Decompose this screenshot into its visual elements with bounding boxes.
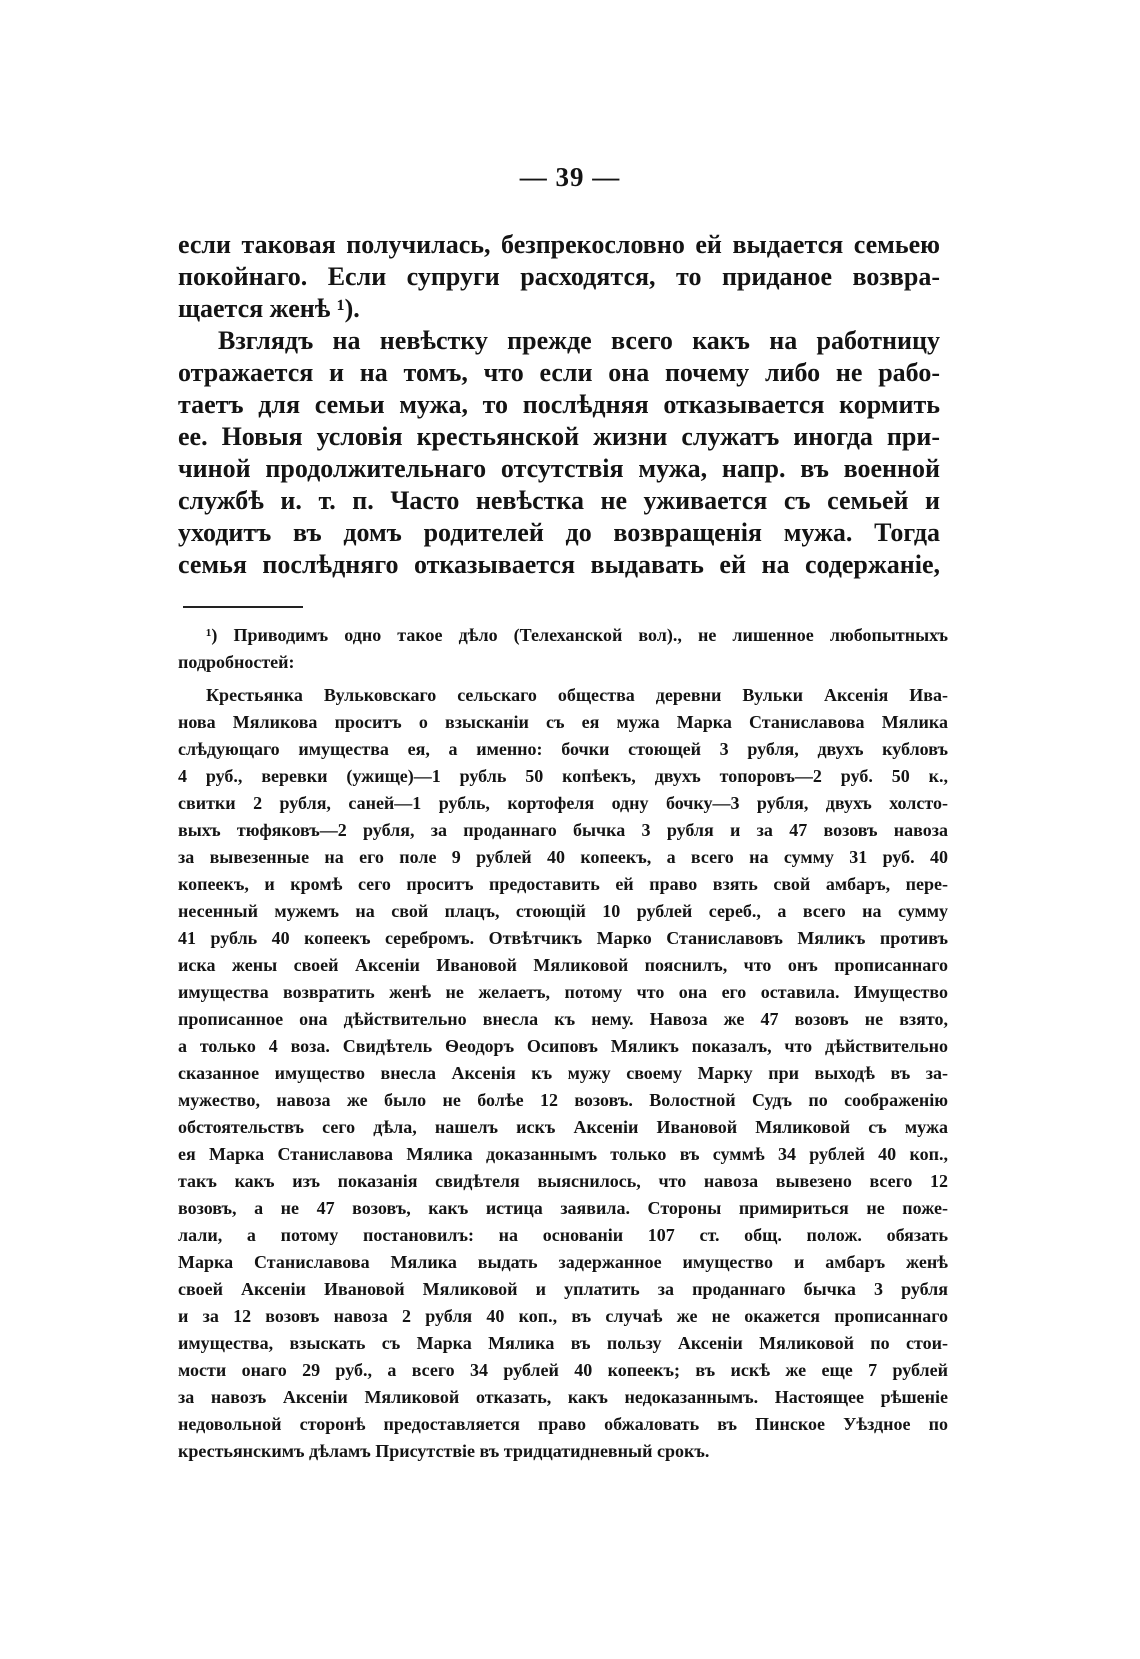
footnote-intro <box>178 622 948 676</box>
footnote-line: лали, а потому постановилъ: на основаніи 107 ст. общ. полож. обязать <box>178 1225 948 1245</box>
footnote-line: нова Мяликова проситъ о взысканіи съ ея мужа Марка Станиславова Мялика <box>178 712 948 732</box>
footnote-divider <box>183 606 303 608</box>
paragraph-2 <box>178 325 940 581</box>
footnote-line: выхъ тюфяковъ—2 рубля, за проданнаго бычка 3 рубля и за 47 возовъ навоза <box>178 820 948 840</box>
text-line: ее. Новыя условія крестьянской жизни служатъ иногда при- <box>178 422 940 451</box>
footnote-line: прописанное она дѣйствительно внесла къ нему. Навоза же 47 возовъ не взято, <box>178 1009 948 1029</box>
footnote-line: а только 4 воза. Свидѣтель Ѳеодоръ Осиповъ Мяликъ показалъ, что дѣйствительно <box>178 1036 948 1056</box>
footnote-line: возовъ, а не 47 возовъ, какъ истица заявила. Стороны примириться не поже- <box>178 1198 948 1218</box>
text-line: таетъ для семьи мужа, то послѣдняя отказывается кормить <box>178 390 940 419</box>
footnote-line: имущества, взыскать съ Марка Мялика въ пользу Аксеніи Мяликовой по стои- <box>178 1333 948 1353</box>
footnote-line: подробностей: <box>178 652 295 672</box>
footnote-line: 4 руб., веревки (ужище)—1 рубль 50 копѣекъ, двухъ топоровъ—2 руб. 50 к., <box>178 766 948 786</box>
footnote-line: свитки 2 рубля, саней—1 рубль, кортофеля одну бочку—3 рубля, двухъ холсто- <box>178 793 948 813</box>
footnote-line: копеекъ, и кромѣ сего проситъ предоставить ей право взять свой амбаръ, пере- <box>178 874 948 894</box>
footnote-line: иска жены своей Аксеніи Ивановой Мяликовой пояснилъ, что онъ прописаннаго <box>178 955 948 975</box>
footnote-line: недовольной сторонѣ предоставляется право обжаловать въ Пинское Уѣздное по <box>178 1414 948 1434</box>
footnote-line: Крестьянка Вульковскаго сельскаго общества деревни Вульки Аксенія Ива- <box>206 685 948 705</box>
text-line: отражается и на томъ, что если она почему либо не рабо- <box>178 358 940 387</box>
footnote-line: Марка Станиславова Мялика выдать задержанное имущество и амбаръ женѣ <box>178 1252 948 1272</box>
footnote-line: своей Аксеніи Ивановой Мяликовой и уплатить за проданнаго бычка 3 рубля <box>178 1279 948 1299</box>
main-text <box>178 229 940 581</box>
text-line: службѣ и. т. п. Часто невѣстка не уживается съ семьей и <box>178 486 940 515</box>
footnote-line: ея Марка Станиславова Мялика доказаннымъ только въ суммѣ 34 рублей 40 коп., <box>178 1144 948 1164</box>
text-line: семья послѣдняго отказывается выдавать ей на содержаніе, <box>178 550 940 579</box>
footnote-line: имущества возвратить женѣ не желаетъ, потому что она его оставила. Имущество <box>178 982 948 1002</box>
footnote-line: крестьянскимъ дѣламъ Присутствіе въ тридцатидневный срокъ. <box>178 1441 710 1461</box>
footnote-line: 41 рубль 40 копеекъ серебромъ. Отвѣтчикъ Марко Станиславовъ Мяликъ противъ <box>178 928 948 948</box>
footnote-line: ¹) Приводимъ одно такое дѣло (Телеханской вол)., не лишенное любопытныхъ <box>206 625 948 645</box>
text-line: покойнаго. Если супруги расходятся, то приданое возвра- <box>178 262 940 291</box>
footnote-line: мужество, навоза же было не болѣе 12 возовъ. Волостной Судъ по соображенію <box>178 1090 948 1110</box>
text-line: если таковая получилась, безпрекословно ей выдается семьею <box>178 230 940 259</box>
text-line: щается женѣ ¹). <box>178 294 360 323</box>
footnote-body <box>178 682 948 1465</box>
footnote-line: за вывезенные на его поле 9 рублей 40 копеекъ, а всего на сумму 31 руб. 40 <box>178 847 948 867</box>
text-line: чиной продолжительнаго отсутствія мужа, напр. въ военной <box>178 454 940 483</box>
text-line: уходитъ въ домъ родителей до возвращенія мужа. Тогда <box>178 518 940 547</box>
paragraph-1 <box>178 229 940 325</box>
footnote-line: за навозъ Аксеніи Мяликовой отказать, какъ недоказаннымъ. Настоящее рѣшеніе <box>178 1387 948 1407</box>
footnote-line: слѣдующаго имущества ея, а именно: бочки стоющей 3 рубля, двухъ кубловъ <box>178 739 948 759</box>
footnote-line: сказанное имущество внесла Аксенія къ мужу своему Марку при выходѣ въ за- <box>178 1063 948 1083</box>
footnote-line: несенный мужемъ на свой плацъ, стоющій 10 рублей сереб., а всего на сумму <box>178 901 948 921</box>
footnote-line: и за 12 возовъ навоза 2 рубля 40 коп., въ случаѣ же не окажется прописаннаго <box>178 1306 948 1326</box>
footnote-line: такъ какъ изъ показанія свидѣтеля выяснилось, что навоза вывезено всего 12 <box>178 1171 948 1191</box>
page-number: — 39 — <box>519 162 621 192</box>
footnote-line: обстоятельствъ сего дѣла, нашелъ искъ Аксеніи Ивановой Мяликовой съ мужа <box>178 1117 948 1137</box>
footnote <box>178 622 948 1465</box>
text-line: Взглядъ на невѣстку прежде всего какъ на работницу <box>218 326 940 355</box>
footnote-line: мости онаго 29 руб., а всего 34 рублей 40 копеекъ; въ искѣ же еще 7 рублей <box>178 1360 948 1380</box>
